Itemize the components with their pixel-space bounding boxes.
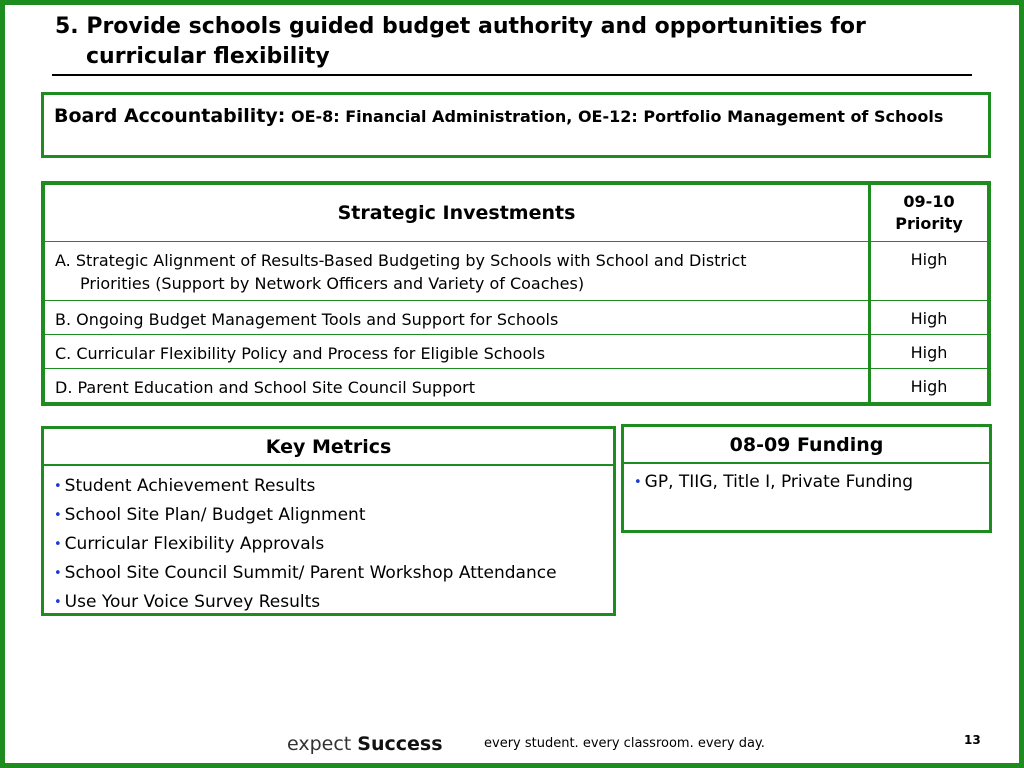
investment-cell: C. Curricular Flexibility Policy and Process for Eligible Schools (45, 334, 870, 368)
table-row (45, 242, 988, 300)
strategic-investments-table (41, 181, 991, 406)
investment-text-cont: Priorities (Support by Network Officers and Variety of Coaches) (80, 274, 585, 294)
list-item-text: School Site Council Summit/ Parent Workshop Attendance (64, 563, 557, 583)
page-title (55, 12, 935, 72)
bullet-icon: • (54, 537, 62, 552)
priority-header (870, 185, 988, 242)
bullet-icon: • (54, 566, 62, 581)
key-metrics-box (41, 426, 616, 616)
list-item-text: Curricular Flexibility Approvals (64, 534, 325, 554)
funding-box (621, 424, 992, 533)
table-row (45, 300, 988, 334)
list-item (54, 559, 603, 588)
title-line-2: curricular flexibility (86, 44, 330, 69)
bullet-icon: • (634, 475, 642, 490)
logo-text-thin: expect (287, 733, 352, 755)
list-item-text: School Site Plan/ Budget Alignment (64, 505, 366, 525)
list-item-text: Use Your Voice Survey Results (64, 592, 321, 612)
list-item-text: Student Achievement Results (64, 476, 316, 496)
bullet-icon: • (54, 479, 62, 494)
investment-cell: D. Parent Education and School Site Council Support (45, 368, 870, 402)
priority-header-line-2: Priority (895, 214, 963, 234)
expect-success-logo (287, 733, 443, 755)
priority-header-line-1: 09-10 (903, 192, 955, 212)
list-item (634, 470, 979, 495)
investment-cell: B. Ongoing Budget Management Tools and Support for Schools (45, 300, 870, 334)
list-item (54, 501, 603, 530)
list-item (54, 588, 603, 617)
list-item-text: GP, TIIG, Title I, Private Funding (644, 472, 914, 492)
priority-cell: High (870, 300, 988, 334)
bullet-icon: • (54, 508, 62, 523)
priority-cell: High (870, 368, 988, 402)
funding-list (624, 464, 989, 495)
priority-cell: High (870, 334, 988, 368)
key-metrics-title: Key Metrics (44, 429, 613, 466)
page-number: 13 (964, 733, 981, 747)
key-metrics-list (44, 466, 613, 617)
priority-cell: High (870, 242, 988, 300)
board-accountability-label: Board Accountability: (54, 105, 286, 127)
investment-cell (45, 242, 870, 300)
strategic-investments-header: Strategic Investments (45, 185, 870, 242)
logo-text-bold: Success (357, 733, 443, 755)
list-item (54, 530, 603, 559)
title-divider (52, 74, 972, 76)
table-row (45, 368, 988, 402)
board-accountability-value: OE-8: Financial Administration, OE-12: Portfolio Management of Schools (290, 107, 944, 126)
title-line-1: 5. Provide schools guided budget authority and opportunities for (55, 14, 866, 39)
bullet-icon: • (54, 595, 62, 610)
investment-text: A. Strategic Alignment of Results-Based Budgeting by Schools with School and District (55, 251, 747, 271)
funding-title: 08-09 Funding (624, 427, 989, 464)
list-item (54, 472, 603, 501)
table-row (45, 334, 988, 368)
board-accountability-box (41, 92, 991, 158)
footer-tagline: every student. every classroom. every day. (484, 736, 765, 751)
